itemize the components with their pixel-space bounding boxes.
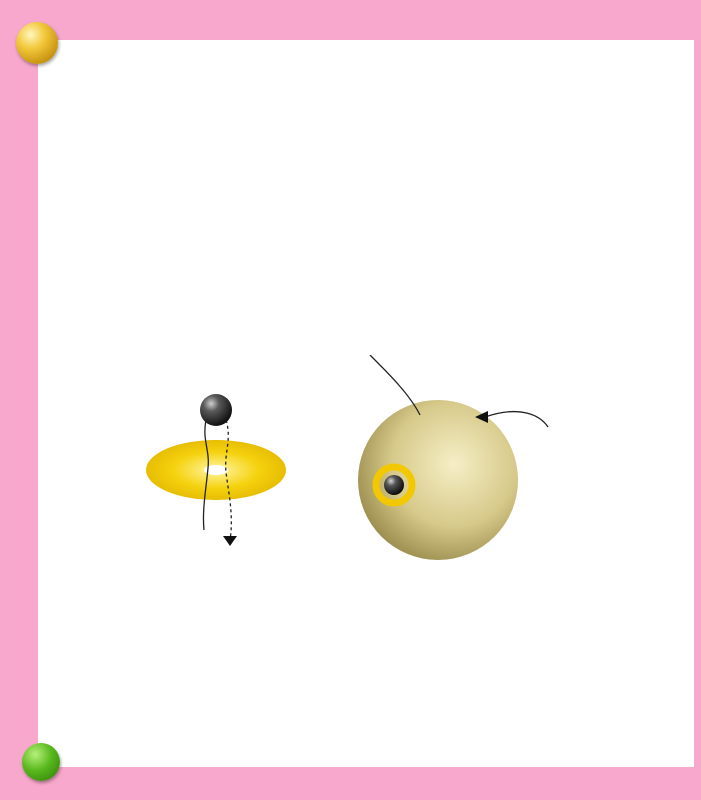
bottom-flower-border [28, 752, 701, 778]
figure-6-sequin-illustration [140, 380, 300, 560]
black-seed-bead [200, 394, 232, 426]
page-number-badge [22, 743, 60, 781]
eye-bead [384, 475, 404, 495]
corner-gold-bead-icon [16, 22, 58, 64]
arrow-head-icon [223, 536, 237, 546]
base-bead [358, 400, 518, 560]
left-flower-border [20, 44, 46, 760]
figure-7-bead-wrap-illustration [350, 355, 600, 615]
top-flower-border [28, 24, 701, 50]
